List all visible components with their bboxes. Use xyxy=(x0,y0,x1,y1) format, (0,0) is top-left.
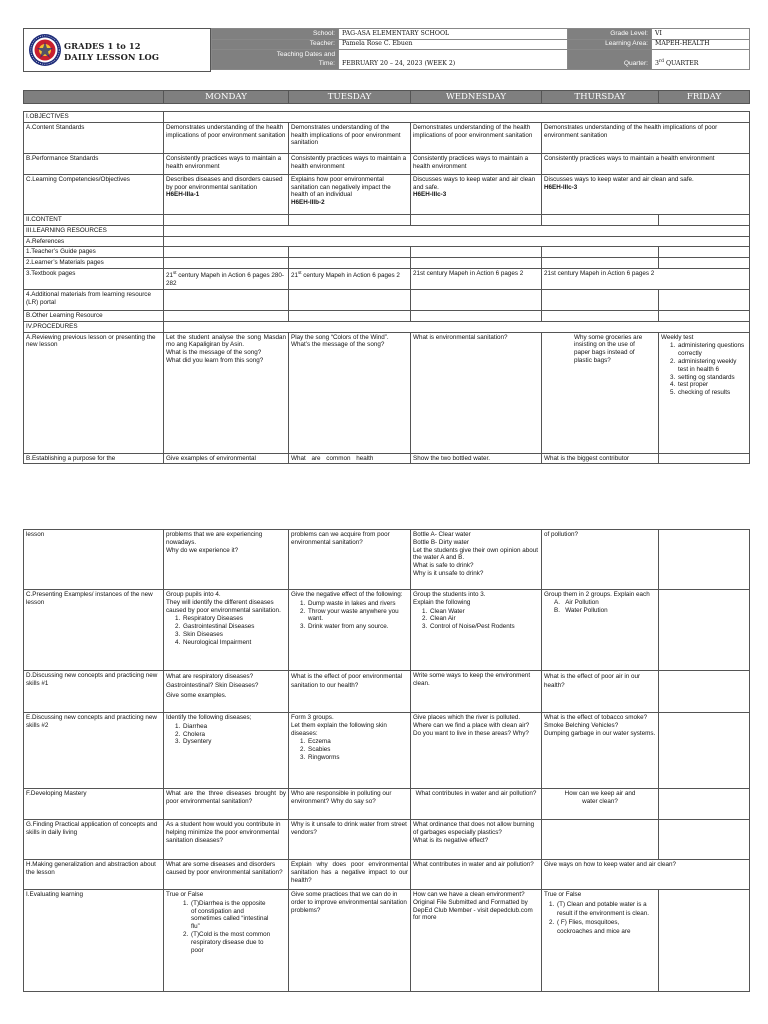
reviewing-thu: Why some groceries are insisting on the use of paper bags instead of plastic bags? xyxy=(542,332,659,453)
discussing2-mon xyxy=(164,713,289,789)
lesson-grid-page-2 xyxy=(23,529,750,992)
competencies-wed xyxy=(411,174,542,214)
evaluating-tue: Give some practices that we can do in order to improve environmental sanitation problems? xyxy=(289,890,411,992)
other-resource-label: B.Other Learning Resource xyxy=(24,310,164,321)
discussing2-wed-3: Do you want to live in these areas? Why? xyxy=(413,729,529,737)
reviewing-label: A.Reviewing previous lesson or presenting the new lesson xyxy=(24,332,164,453)
purpose-cont-wed-3: Let the students give their own opinion about the water A and B. xyxy=(413,546,538,562)
row-content xyxy=(24,214,750,225)
list-item: 1. Respiratory Diseases xyxy=(182,615,286,623)
or-thu xyxy=(542,310,659,321)
day-header-blank xyxy=(24,91,164,104)
list-letter: A. xyxy=(554,598,560,606)
content-standards-thu: Demonstrates understanding of the health implications of poor environment sanitation xyxy=(542,122,750,153)
list-text: Water Pollution xyxy=(565,606,608,614)
discussing2-tue xyxy=(289,713,411,789)
purpose-thu: What is the biggest contributor xyxy=(542,453,659,464)
presenting-wed-2: Explain the following xyxy=(413,598,471,606)
competencies-mon-text: Describes diseases and disorders caused by poor environmental sanitation xyxy=(166,175,283,191)
row-generalization xyxy=(24,860,750,890)
list-item: 2. Throw your waste anywhere you want. xyxy=(307,608,408,624)
page-1 xyxy=(0,0,768,495)
list-item: 3. Drink water from any source. xyxy=(307,623,408,631)
list-item: 3. Ringworms xyxy=(307,754,408,762)
quarter-number: 3 xyxy=(655,60,659,68)
row-purpose xyxy=(24,453,750,464)
presenting-mon-2: They will identify the different diseases caused by poor environmental sanitation. xyxy=(166,598,281,614)
presenting-tue xyxy=(289,590,411,671)
row-teachers-guide xyxy=(24,247,750,258)
row-practical xyxy=(24,820,750,860)
reviewing-mon-2: What is the message of the song? xyxy=(166,349,262,357)
competencies-mon xyxy=(164,174,289,214)
quarter-suffix: rd xyxy=(658,59,664,65)
generalization-thu: Give ways on how to keep water and air clean? xyxy=(542,860,750,890)
list-text: Air Pollution xyxy=(565,598,599,606)
presenting-wed-list xyxy=(413,608,539,631)
content-label: II.CONTENT xyxy=(24,214,164,225)
row-additional-materials xyxy=(24,289,750,310)
discussing2-mon-list xyxy=(166,723,286,746)
evaluating-label: I.Evaluating learning xyxy=(24,890,164,992)
day-tuesday: TUESDAY xyxy=(289,91,411,104)
list-item: 3. setting og standards xyxy=(677,374,747,382)
list-item: 2. Scabies xyxy=(307,746,408,754)
textbook-tue xyxy=(289,268,411,289)
textbook-thu: 21st century Mapeh in Action 6 pages 2 xyxy=(542,268,750,289)
reviewing-tue-1: Play the song “Colors of the Wind”. xyxy=(291,333,389,341)
purpose-cont-tue: problems can we acquire from poor environmental sanitation? xyxy=(289,530,411,590)
evaluating-thu xyxy=(542,890,659,992)
textbook-mon-sup: st xyxy=(173,269,177,275)
discussing1-fri xyxy=(659,671,750,713)
performance-standards-tue: Consistently practices ways to maintain a health environment xyxy=(289,153,411,174)
presenting-thu-list xyxy=(544,599,656,615)
list-item xyxy=(554,607,656,615)
row-competencies xyxy=(24,174,750,214)
grade-label: Grade Level: xyxy=(568,29,652,40)
practical-mon: As a student how would you contribute in helping minimize the poor environmental sanitation diseases? xyxy=(164,820,289,860)
reviewing-tue xyxy=(289,332,411,453)
row-objectives xyxy=(24,112,750,123)
row-content-standards xyxy=(24,122,750,153)
mastery-fri xyxy=(659,789,750,820)
textbook-tue-sup: st xyxy=(298,269,302,275)
tg-tue xyxy=(289,247,411,258)
discussing2-wed-1: Give places which the river is polluted. xyxy=(413,714,521,721)
references-span xyxy=(164,236,750,247)
content-fri xyxy=(659,214,750,225)
teacher-label: Teacher: xyxy=(212,39,339,50)
objectives-span xyxy=(164,112,750,123)
reviewing-tue-2: What’s the message of the song? xyxy=(291,341,385,349)
lm-mon xyxy=(164,258,289,269)
list-letter: B. xyxy=(554,606,560,614)
objectives-label: I.OBJECTIVES xyxy=(24,112,164,123)
learning-resources-label: III.LEARNING RESOURCES xyxy=(24,225,164,236)
reviewing-fri xyxy=(659,332,750,453)
row-mastery xyxy=(24,789,750,820)
practical-wed-2: What is its negative effect? xyxy=(413,836,489,844)
purpose-cont-wed xyxy=(411,530,542,590)
list-item: 4. Neurological Impairment xyxy=(182,639,286,647)
quarter-value xyxy=(652,50,750,70)
teacher-value: Pamela Rose C. Ebuen xyxy=(339,39,568,50)
discussing1-label: D.Discussing new concepts and practicing new skills #1 xyxy=(24,671,164,713)
header xyxy=(23,26,749,73)
list-item: 1. Clean Water xyxy=(429,608,539,616)
discussing1-mon-2: Give some examples. xyxy=(166,691,227,699)
purpose-cont-wed-2: Bottle B- Dirty water xyxy=(413,538,469,546)
day-thursday: THURSDAY xyxy=(542,91,659,104)
presenting-tue-list xyxy=(291,600,408,631)
competencies-tue-text: Explains how poor environmental sanitation can negatively impact the health of an individual xyxy=(291,175,391,199)
tg-fri xyxy=(659,247,750,258)
textbook-mon-rest: century Mapeh in Action 6 pages 280-282 xyxy=(166,272,284,287)
lm-thu xyxy=(542,258,659,269)
discussing2-thu-1: What is the effect of tobacco smoke? xyxy=(544,714,648,721)
textbook-tue-num: 21 xyxy=(291,272,299,280)
tg-thu xyxy=(542,247,659,258)
am-thu xyxy=(542,289,659,310)
content-standards-label: A.Content Standards xyxy=(24,122,164,153)
row-learning-resources xyxy=(24,225,750,236)
or-mon xyxy=(164,310,289,321)
practical-label: G.Finding Practical application of concepts and skills in daily living xyxy=(24,820,164,860)
presenting-label: C.Presenting Examples/ instances of the new lesson xyxy=(24,590,164,671)
purpose-tue: What are common health xyxy=(289,453,411,464)
purpose-fri xyxy=(659,453,750,464)
list-item: 2. Clean Air xyxy=(429,615,539,623)
list-item: 2. (T)Cold is the most common respiratory disease due to poor xyxy=(190,931,272,954)
day-monday: MONDAY xyxy=(164,91,289,104)
procedures-label: IV.PROCEDURES xyxy=(24,321,164,332)
purpose-label: B.Establishing a purpose for the xyxy=(24,453,164,464)
lm-wed xyxy=(411,258,542,269)
purpose-cont-fri xyxy=(659,530,750,590)
practical-fri xyxy=(659,820,750,860)
list-item: 1. (T) Clean and potable water is a result if the environment is clean. xyxy=(556,900,656,918)
day-wednesday: WEDNESDAY xyxy=(411,91,542,104)
discussing1-tue: What is the effect of poor environmental sanitation to our health? xyxy=(289,671,411,713)
presenting-mon-1: Group pupils into 4. xyxy=(166,591,221,598)
competencies-mon-code: H6EH-IIIa-1 xyxy=(166,191,200,199)
list-item: 1. (T)Diarrhea is the opposite of constipation and sometimes called “intestinal flu” xyxy=(190,900,272,931)
presenting-wed xyxy=(411,590,542,671)
practical-wed-1: What ordinance that does not allow burning of garbages especially plastics? xyxy=(413,821,535,836)
discussing2-wed xyxy=(411,713,542,789)
log-title xyxy=(64,41,159,63)
discussing2-tue-1: Form 3 groups. xyxy=(291,714,334,721)
page-2 xyxy=(0,495,768,1024)
mastery-mon: What are the three diseases brought by poor environmental sanitation? xyxy=(164,789,289,820)
presenting-fri xyxy=(659,590,750,671)
reviewing-mon xyxy=(164,332,289,453)
discussing2-tue-2: Let them explain the following skin diseases: xyxy=(291,721,387,737)
row-other-resource xyxy=(24,310,750,321)
row-references xyxy=(24,236,750,247)
weekly-test-list xyxy=(661,342,747,397)
content-wed xyxy=(411,214,542,225)
evaluating-wed-1: How can we have a clean environment? xyxy=(413,891,525,898)
textbook-tue-rest: century Mapeh in Action 6 pages 2 xyxy=(301,272,400,280)
competencies-thu xyxy=(542,174,750,214)
textbook-mon xyxy=(164,268,289,289)
reviewing-wed: What is environmental sanitation? xyxy=(411,332,542,453)
dates-label-line-1: Teaching Dates and xyxy=(276,51,335,59)
mastery-label: F.Developing Mastery xyxy=(24,789,164,820)
row-evaluating xyxy=(24,890,750,992)
content-thu xyxy=(542,214,659,225)
tg-wed xyxy=(411,247,542,258)
list-item: 5. checking of results xyxy=(677,389,747,397)
evaluating-mon xyxy=(164,890,289,992)
presenting-mon xyxy=(164,590,289,671)
lesson-grid-page-1 xyxy=(23,111,750,464)
purpose-cont-wed-4: What is safe to drink? xyxy=(413,562,474,570)
purpose-cont-thu: of pollution? xyxy=(542,530,659,590)
textbook-label: 3.Textbook pages xyxy=(24,268,164,289)
presenting-mon-list xyxy=(166,615,286,646)
competencies-wed-text: Discusses ways to keep water and air clean and safe. xyxy=(413,175,536,191)
school-label: School: xyxy=(212,29,339,40)
discussing2-tue-list xyxy=(291,738,408,761)
list-item: 2. Cholera xyxy=(182,731,286,739)
discussing2-fri xyxy=(659,713,750,789)
list-item: 3. Control of Noise/Pest Rodents xyxy=(429,623,539,631)
discussing1-thu: What is the effect of poor air in our health? xyxy=(542,671,659,713)
discussing2-thu-2: Smoke Belching Vehicles? xyxy=(544,721,619,729)
presenting-wed-1: Group the students into 3. xyxy=(413,591,486,598)
logo-box xyxy=(23,28,211,72)
evaluating-thu-1: True or False xyxy=(544,891,582,898)
title-line-2: DAILY LESSON LOG xyxy=(64,52,160,62)
am-wed xyxy=(411,289,542,310)
competencies-tue xyxy=(289,174,411,214)
lm-tue xyxy=(289,258,411,269)
content-mon xyxy=(164,214,289,225)
header-info-grid xyxy=(211,28,750,70)
evaluating-mon-1: True or False xyxy=(166,891,204,898)
row-performance-standards xyxy=(24,153,750,174)
evaluating-mon-list xyxy=(166,900,286,955)
purpose-mon: Give examples of environmental xyxy=(164,453,289,464)
teachers-guide-label: 1.Teacher’s Guide pages xyxy=(24,247,164,258)
row-purpose-cont xyxy=(24,530,750,590)
purpose-wed: Show the two bottled water. xyxy=(411,453,542,464)
practical-tue: Why is it unsafe to drink water from street vendors? xyxy=(289,820,411,860)
mastery-tue: Who are responsible in polluting our environment? Why do say so? xyxy=(289,789,411,820)
competencies-tue-code: H6EH-IIIb-2 xyxy=(291,199,325,207)
list-item: 2. ( F) Flies, mosquitoes, cockroaches and mice are xyxy=(556,918,656,936)
presenting-thu xyxy=(542,590,659,671)
deped-seal-icon xyxy=(28,33,62,67)
textbook-wed: 21st century Mapeh in Action 6 pages 2 xyxy=(411,268,542,289)
evaluating-wed xyxy=(411,890,542,992)
quarter-word: QUARTER xyxy=(665,60,699,68)
list-item: 2. administering weekly test in health 6 xyxy=(677,358,747,374)
row-discussing-1 xyxy=(24,671,750,713)
day-header-bar xyxy=(23,90,750,104)
or-fri xyxy=(659,310,750,321)
performance-standards-thu: Consistently practices ways to maintain a health environment xyxy=(542,153,750,174)
discussing1-mon-1: What are respiratory diseases? Gastrointestinal? Skin Diseases? xyxy=(166,673,259,690)
discussing2-thu-3: Dumping garbage in our water systems. xyxy=(544,729,656,737)
content-tue xyxy=(289,214,411,225)
references-label: A.References xyxy=(24,236,164,247)
purpose-cont-label: lesson xyxy=(24,530,164,590)
mastery-thu: How can we keep air and water clean? xyxy=(542,789,659,820)
learning-resources-span xyxy=(164,225,750,236)
competencies-wed-code: H6EH-IIIc-3 xyxy=(413,191,447,199)
list-item: 1. Diarrhea xyxy=(182,723,286,731)
purpose-cont-mon xyxy=(164,530,289,590)
presenting-tue-1: Give the negative effect of the following: xyxy=(291,591,403,598)
discussing2-thu xyxy=(542,713,659,789)
competencies-label: C.Learning Competencies/Objectives xyxy=(24,174,164,214)
content-standards-wed: Demonstrates understanding of the health implications of poor environment sanitation xyxy=(411,122,542,153)
day-friday: FRIDAY xyxy=(659,91,750,104)
generalization-mon: What are some diseases and disorders caused by poor environmental sanitation? xyxy=(164,860,289,890)
area-label: Learning Area: xyxy=(568,39,652,50)
grade-value: VI xyxy=(652,29,750,40)
generalization-label: H.Making generalization and abstraction about the lesson xyxy=(24,860,164,890)
list-item: 3. Skin Diseases xyxy=(182,631,286,639)
purpose-cont-wed-5: Why is it unsafe to drink? xyxy=(413,569,484,577)
generalization-wed: What contributes in water and air pollution? xyxy=(411,860,542,890)
tg-mon xyxy=(164,247,289,258)
or-tue xyxy=(289,310,411,321)
performance-standards-mon: Consistently practices ways to maintain a health environment xyxy=(164,153,289,174)
textbook-mon-num: 21 xyxy=(166,272,174,280)
evaluating-thu-list xyxy=(544,900,656,937)
discussing1-wed: Write some ways to keep the environment clean. xyxy=(411,671,542,713)
am-fri xyxy=(659,289,750,310)
row-reviewing xyxy=(24,332,750,453)
mastery-wed: What contributes in water and air pollution? xyxy=(411,789,542,820)
competencies-thu-text: Discusses ways to keep water and air clean and safe. xyxy=(544,175,694,183)
purpose-cont-mon-1: problems that we are experiencing nowadays. xyxy=(166,531,263,546)
area-value: MAPEH-HEALTH xyxy=(652,39,750,50)
list-item xyxy=(554,599,656,607)
list-item: 2. Gastrointestinal Diseases xyxy=(182,623,286,631)
discussing2-mon-1: Identify the following diseases; xyxy=(166,714,252,721)
purpose-cont-wed-1: Bottle A- Clear water xyxy=(413,531,471,538)
performance-standards-label: B.Performance Standards xyxy=(24,153,164,174)
practical-wed xyxy=(411,820,542,860)
reviewing-mon-1: Let the student analyse the song Masdan mo ang Kapaligiran by Asin. xyxy=(166,333,286,349)
row-textbook xyxy=(24,268,750,289)
competencies-thu-code: H6EH-IIIc-3 xyxy=(544,183,578,191)
title-line-1: GRADES 1 to 12 xyxy=(64,41,141,51)
row-presenting xyxy=(24,590,750,671)
row-learners-materials xyxy=(24,258,750,269)
discussing1-mon xyxy=(164,671,289,713)
purpose-cont-mon-2: Why do we experience it? xyxy=(166,546,239,554)
weekly-test-title: Weekly test xyxy=(661,333,694,341)
generalization-tue: Explain why does poor environmental sanitation has a negative impact to our health? xyxy=(289,860,411,890)
discussing2-wed-2: Where can we find a place with clean air? xyxy=(413,721,530,729)
or-wed xyxy=(411,310,542,321)
list-item: 1. administering questions correctly xyxy=(677,342,747,358)
school-value: PAG-ASA ELEMENTARY SCHOOL xyxy=(339,29,568,40)
am-mon xyxy=(164,289,289,310)
dates-value: FEBRUARY 20 – 24, 2023 (WEEK 2) xyxy=(339,50,568,70)
row-discussing-2 xyxy=(24,713,750,789)
list-item: 1. Eczema xyxy=(307,738,408,746)
quarter-label: Quarter: xyxy=(568,50,652,70)
content-standards-mon: Demonstrates understanding of the health implications of poor environment sanitation xyxy=(164,122,289,153)
learners-materials-label: 2.Learner’s Materials pages xyxy=(24,258,164,269)
list-item: 1. Dump waste in lakes and rivers xyxy=(307,600,408,608)
content-standards-tue: Demonstrates understanding of the health implications of poor environment sanitation xyxy=(289,122,411,153)
discussing2-label: E.Discussing new concepts and practicing new skills #2 xyxy=(24,713,164,789)
procedures-span xyxy=(164,321,750,332)
reviewing-mon-3: What did you learn from this song? xyxy=(166,356,264,364)
additional-materials-label: 4.Additional materials from learning resource (LR) portal xyxy=(24,289,164,310)
row-procedures xyxy=(24,321,750,332)
lm-fri xyxy=(659,258,750,269)
dates-label xyxy=(212,50,339,70)
performance-standards-wed: Consistently practices ways to maintain a health environment xyxy=(411,153,542,174)
presenting-thu-1: Group them in 2 groups. Explain each xyxy=(544,591,650,598)
list-item: 3. Dysentery xyxy=(182,738,286,746)
dates-label-line-2: Time: xyxy=(318,59,335,67)
evaluating-fri xyxy=(659,890,750,992)
evaluating-wed-2: Original File Submitted and Formatted by DepEd Club Member - visit depedclub.com for more xyxy=(413,898,533,922)
list-item: 4. test proper xyxy=(677,381,747,389)
am-tue xyxy=(289,289,411,310)
practical-thu xyxy=(542,820,659,860)
